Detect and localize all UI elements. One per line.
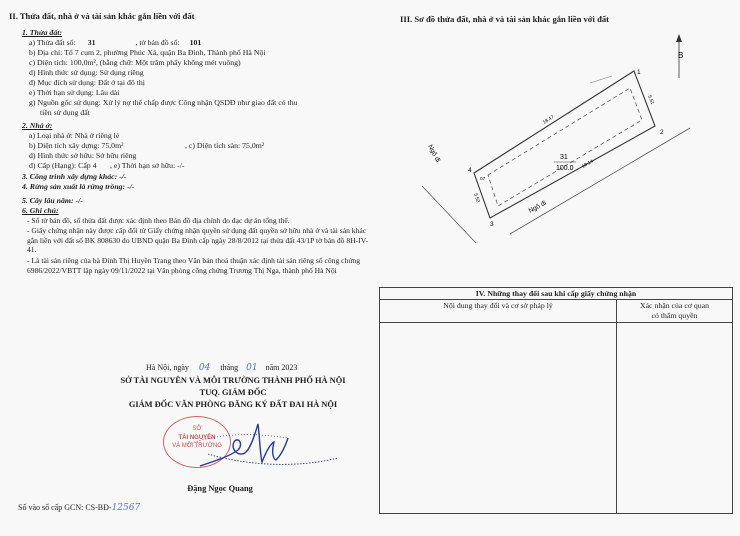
parcel-number: 31 — [87, 38, 96, 47]
section-iii-title: III. Sơ đồ thửa đất, nhà ở và tài sản khác gắn liền với đất — [400, 14, 610, 24]
col-confirm-header — [617, 300, 733, 323]
road-edge-left — [422, 186, 476, 243]
stamp-top: SỞ — [192, 426, 202, 432]
origin-line-1: g) Nguồn gốc sử dụng: Xử lý nợ thế chấp được Công nhận QSDĐ như giao đất có thu — [29, 98, 298, 107]
parcel-diagram — [380, 28, 720, 248]
item-4: 4. Rừng sản xuất là rừng trồng: -/- — [22, 182, 135, 191]
registry-line — [18, 503, 140, 513]
purpose-line: đ) Mục đích sử dụng: Đất ở tại đô thị — [29, 78, 145, 87]
road-edge-bottom — [510, 128, 690, 234]
issue-date — [146, 363, 297, 373]
date-year: năm 2023 — [265, 363, 298, 372]
section-ii-title: II. Thửa đất, nhà ở và tài sản khác gắn liền với đất — [9, 11, 195, 21]
vertex-1: 1 — [637, 69, 641, 76]
item-3: 3. Công trình xây dựng khác: -/- — [22, 172, 127, 181]
dim-small: 07 — [480, 177, 486, 182]
date-day: 04 — [198, 363, 211, 373]
address-line: b) Địa chỉ: Tổ 7 cụm 2, phường Phúc Xá, quận Ba Đình, Thành phố Hà Nội — [29, 48, 266, 57]
vertex-4: 4 — [468, 167, 472, 174]
ownership-line: d) Hình thức sở hữu: Sở hữu riêng — [29, 151, 137, 160]
stamp-bot: VÀ MÔI TRƯỜNG — [172, 443, 222, 449]
note-2: - Giấy chứng nhận này được cấp đổi từ Giấy chứng nhận quyền sử dụng đất quyền sở hữu nhà ở và tài sản khác gắn liền với đất số BK 808630 do UBND quận Ba Đình cấp ngày 28/8/2012 tại thửa đất 43/1P tờ bản đồ 8H-IV-41. — [27, 226, 369, 255]
item-5: 5. Cây lâu năm: -/- — [22, 196, 83, 205]
date-month: 01 — [246, 363, 258, 373]
dim-top: 18.47 — [542, 115, 556, 126]
changes-table — [379, 287, 733, 514]
area-line: c) Diện tích: 100,0m², (bằng chữ: Một trăm phẩy không mét vuông) — [29, 58, 241, 67]
col-confirm-line-1: Xác nhận của cơ quan — [639, 301, 710, 310]
house-type-line: a) Loại nhà ở: Nhà ở riêng lẻ — [29, 131, 120, 140]
build-area-line: b) Diện tích xây dựng: 75,0m² — [29, 141, 124, 150]
house-outline — [488, 88, 642, 206]
registry-label: Số vào sổ cấp GCN: CS-BĐ- — [18, 503, 112, 512]
land-heading: 1. Thửa đất: — [22, 28, 62, 37]
stamp-mid: TÀI NGUYÊN — [178, 435, 216, 441]
parcel-outline — [474, 71, 655, 218]
section-iv-title: IV. Những thay đổi sau khi cấp giấy chứng nhận — [380, 288, 733, 300]
dim-bottom: 18.14 — [581, 159, 595, 170]
vertex-2: 2 — [660, 129, 664, 136]
parcel-label: a) Thửa đất số: — [29, 38, 76, 47]
own-term-line: , e) Thời hạn sở hữu: -/- — [110, 161, 185, 170]
map-number: 101 — [189, 38, 202, 47]
col-confirm-line-2: có thẩm quyền — [651, 311, 698, 320]
parcel-number-label: 31 — [560, 154, 568, 161]
handwritten-signature — [178, 414, 348, 480]
office-title: GIÁM ĐỐC VĂN PHÒNG ĐĂNG KÝ ĐẤT ĐAI HÀ NỘI — [128, 400, 338, 409]
parcel-area-label: 100.0 — [556, 165, 574, 172]
floor-area-line: , c) Diện tích sàn: 75,0m² — [185, 141, 265, 150]
origin-line-2: tiền sử dụng đất — [40, 108, 90, 117]
parcel-line — [29, 38, 201, 48]
house-heading: 2. Nhà ở: — [22, 121, 53, 130]
term-line: e) Thời hạn sử dụng: Lâu dài — [29, 88, 120, 97]
note-1: - Số tờ bản đồ, số thửa đất được xác định theo Bản đồ địa chính đo đạc dự án tổng thể. — [27, 216, 290, 225]
north-label: B — [678, 51, 684, 60]
note-3: - Là tài sản riêng của bà Đinh Thị Huyền Trang theo Văn bản thoả thuận xác định tài sản riêng số công chứng 6986/2022/VBTT lập ngày 09/11/2022 tại Văn phòng công chứng Trương Thị Nga, thành phố Hà Nội — [27, 256, 361, 275]
map-label: , tờ bản đồ số: — [135, 38, 180, 47]
on-behalf: TUQ. GIÁM ĐỐC — [199, 388, 267, 397]
road-label-left: Ngõ đi — [426, 143, 442, 164]
confirm-cell — [617, 323, 733, 514]
dim-right: 5.51 — [646, 94, 655, 106]
neighbor-line — [590, 76, 612, 83]
use-form-line: d) Hình thức sử dụng: Sử dụng riêng — [29, 68, 144, 77]
grade-line: đ) Cấp (Hạng): Cấp 4 — [29, 161, 97, 170]
registry-number: 12567 — [111, 503, 141, 513]
north-arrow-icon — [676, 34, 682, 42]
road-label-bottom: Ngõ đi — [527, 199, 548, 215]
signer-name: Đặng Ngọc Quang — [187, 484, 253, 493]
dim-left: 5.52 — [472, 192, 481, 204]
col-content-header: Nội dung thay đổi và cơ sở pháp lý — [380, 300, 617, 323]
vertex-3: 3 — [490, 221, 494, 228]
item-6: 6. Ghi chú: — [22, 206, 59, 215]
date-month-word: tháng — [220, 363, 239, 372]
authority-name: SỞ TÀI NGUYÊN VÀ MÔI TRƯỜNG THÀNH PHỐ HÀ NỘI — [120, 376, 346, 385]
date-prefix: Hà Nội, ngày — [146, 363, 189, 372]
content-cell — [380, 323, 617, 514]
